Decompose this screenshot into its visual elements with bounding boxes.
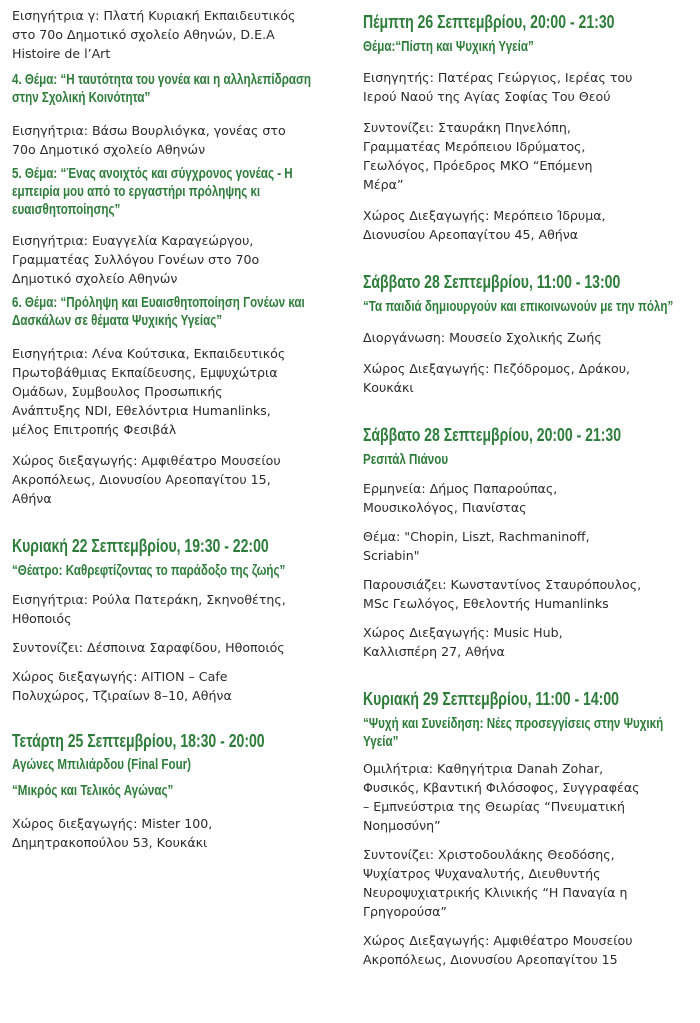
coordinator-line: Συντονίζει: Χριστοδουλάκης Θεοδόσης, [363, 847, 615, 862]
event-thursday-26 [363, 10, 693, 244]
speaker-line: Νοημοσύνη” [363, 818, 441, 833]
venue-line: Χώρος Διεξαγωγής: Music Hub, [363, 625, 563, 640]
right-column [363, 0, 693, 969]
left-column [12, 0, 342, 852]
event-date: Τετάρτη 25 Σεπτεμβρίου, 18:30 - 20:00 [12, 731, 265, 751]
text-line: Histoire de l’Art [12, 46, 111, 61]
speaker-line: Εισηγήτρια: Λένα Κούτσικα, Εκπαιδευτικός [12, 346, 286, 361]
coordinator-line: Μέρα” [363, 177, 404, 192]
venue-line: Κουκάκι [363, 380, 414, 395]
speaker-line: Εισηγήτρια: Ρούλα Πατεράκη, Σκηνοθέτης, [12, 592, 286, 607]
speaker-line: Εισηγήτρια: Βάσω Βουρλιόγκα, γονέας στο [12, 123, 286, 138]
speaker-line: Εισηγητής: Πατέρας Γεώργιος, Ιερέας του [363, 70, 633, 85]
text-line: στο 70ο Δημοτικό σχολείο Αθηνών, D.E.A [12, 27, 275, 42]
venue-line: Δημητρακοπούλου 53, Κουκάκι [12, 835, 208, 850]
speaker-line: Γραμματέας Συλλόγου Γονέων στο 70ο [12, 252, 260, 267]
topic-title: Δασκάλων σε θέματα Ψυχικής Υγείας” [12, 313, 223, 329]
organizer-line: Διοργάνωση: Μουσείο Σχολικής Ζωής [363, 330, 602, 345]
event-title: “Μικρός και Τελικός Αγώνας” [12, 783, 174, 799]
coordinator-line: Συντονίζει: Δέσποινα Σαραφίδου, Ηθοποιός [12, 640, 285, 655]
coordinator-line: Γραμματέας Μερόπειου Ιδρύματος, [363, 139, 586, 154]
speaker-line: Ιερού Ναού της Αγίας Σοφίας Του Θεού [363, 89, 611, 104]
event-sunday-22 [12, 534, 342, 705]
event-wednesday-25 [12, 729, 342, 852]
coordinator-line: Ψυχίατρος Ψυχαναλυτής, Διευθυντής [363, 866, 601, 881]
coordinator-line: Γρηγορούσα” [363, 904, 447, 919]
topic-title: εμπειρία μου από το εργαστήρι πρόληψης κι [12, 184, 261, 200]
presenter-line: MSc Γεωλόγος, Εθελοντής Humanlinks [363, 596, 609, 611]
coordinator-line: Νευροψυχιατρικής Κλινικής “Η Παναγία η [363, 885, 628, 900]
event-date: Σάββατο 28 Σεπτεμβρίου, 20:00 - 21:30 [363, 425, 622, 445]
speaker-line: Ομιλήτρια: Καθηγήτρια Danah Zohar, [363, 761, 604, 776]
event-saturday-28-evening [363, 423, 693, 661]
speaker-line: Φυσικός, Κβαντική Φιλόσοφος, Συγγραφέας [363, 780, 640, 795]
topic-5 [12, 165, 342, 288]
event-subtitle: Ρεσιτάλ Πιάνου [363, 452, 449, 468]
event-title: “Θέατρο: Καθρεφτίζοντας το παράδοξο της ζωής” [12, 563, 286, 579]
event-saturday-28-morning [363, 270, 693, 397]
topic-title: 4. Θέμα: “Η ταυτότητα του γονέα και η αλληλεπίδραση [12, 72, 312, 88]
speaker-line: Δημοτικό σχολείο Αθηνών [12, 271, 178, 286]
intro-speaker [12, 6, 342, 63]
speaker-line: Ανάπτυξης NDI, Εθελόντρια Humanlinks, [12, 403, 271, 418]
performer-line: Ερμηνεία: Δήμος Παπαρούπας, [363, 481, 558, 496]
event-title: Υγεία” [363, 734, 399, 750]
event-title: “Ψυχή και Συνείδηση: Νέες προσεγγίσεις στην Ψυχική [363, 716, 664, 732]
coordinator-line: Συντονίζει: Σταυράκη Πηνελόπη, [363, 120, 571, 135]
venue-line: Ακροπόλεως, Διονυσίου Αρεοπαγίτου 15, [12, 472, 271, 487]
venue-line: Ακροπόλεως, Διονυσίου Αρεοπαγίτου 15 [363, 952, 618, 967]
venue-line: Καλλισπέρη 27, Αθήνα [363, 644, 505, 659]
event-date: Κυριακή 29 Σεπτεμβρίου, 11:00 - 14:00 [363, 689, 619, 709]
speaker-line: – Εμπνεύστρια της Θεωρίας “Πνευματική [363, 799, 625, 814]
event-title: Θέμα:“Πίστη και Ψυχική Υγεία” [363, 39, 534, 55]
event-title: “Τα παιδιά δημιουργούν και επικοινωνούν με την πόλη” [363, 299, 674, 315]
speaker-line: μέλος Επιτροπής Φεσιβάλ [12, 422, 177, 437]
venue-line: Χώρος διεξαγωγής: Mister 100, [12, 816, 213, 831]
speaker-line: Ηθοποιός [12, 611, 72, 626]
topic-title: ευαισθητοποίησης” [12, 202, 121, 218]
theme-line: Scriabin" [363, 548, 420, 563]
event-date: Κυριακή 22 Σεπτεμβρίου, 19:30 - 22:00 [12, 536, 269, 556]
speaker-line: Πρωτοβάθμιας Εκπαίδευσης, Εμψυχώτρια [12, 365, 278, 380]
speaker-line: Ομάδων, Συμβουλος Προσωπικής [12, 384, 223, 399]
venue-line: Χώρος Διεξαγωγής: Πεζόδρομος, Δράκου, [363, 361, 631, 376]
topic-title: στην Σχολική Κοινότητα” [12, 90, 151, 106]
event-date: Πέμπτη 26 Σεπτεμβρίου, 20:00 - 21:30 [363, 12, 615, 32]
venue-line: Πολυχώρος, Τζιραίων 8–10, Αθήνα [12, 688, 232, 703]
event-date: Σάββατο 28 Σεπτεμβρίου, 11:00 - 13:00 [363, 272, 621, 292]
topic-6 [12, 294, 342, 508]
performer-line: Μουσικολόγος, Πιανίστας [363, 500, 527, 515]
venue-line: Χώρος Διεξαγωγής: Αμφιθέατρο Μουσείου [363, 933, 633, 948]
coordinator-line: Γεωλόγος, Πρόεδρος ΜΚΟ “Επόμενη [363, 158, 593, 173]
venue-line: Διονυσίου Αρεοπαγίτου 45, Αθήνα [363, 227, 579, 242]
event-sunday-29 [363, 687, 693, 969]
venue-line: Χώρος διεξαγωγής: AITION – Cafe [12, 669, 228, 684]
presenter-line: Παρουσιάζει: Κωνσταντίνος Σταυρόπουλος, [363, 577, 642, 592]
speaker-line: 70ο Δημοτικό σχολείο Αθηνών [12, 142, 206, 157]
text-line: Εισηγήτρια γ: Πλατή Κυριακή Εκπαιδευτικός [12, 8, 296, 23]
venue-line: Χώρος διεξαγωγής: Αμφιθέατρο Μουσείου [12, 453, 281, 468]
speaker-line: Εισηγήτρια: Ευαγγελία Καραγεώργου, [12, 233, 254, 248]
topic-4 [12, 71, 342, 159]
venue-line: Χώρος Διεξαγωγής: Μερόπειο Ίδρυμα, [363, 208, 606, 223]
topic-title: 5. Θέμα: “Ένας ανοιχτός και σύγχρονος γονέας - Η [12, 166, 293, 182]
theme-line: Θέμα: "Chopin, Liszt, Rachmaninoff, [363, 529, 590, 544]
venue-line: Αθήνα [12, 491, 52, 506]
topic-title: 6. Θέμα: “Πρόληψη και Ευαισθητοποίηση Γονέων και [12, 295, 305, 311]
event-subtitle: Αγώνες Μπιλιάρδου (Final Four) [12, 757, 192, 773]
